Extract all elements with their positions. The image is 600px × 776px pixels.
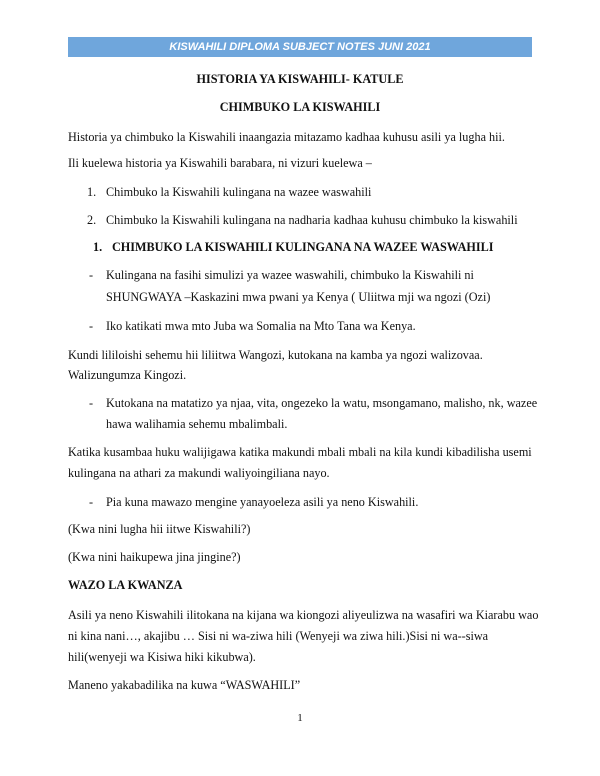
paragraph-maneno: Maneno yakabadilika na kuwa “WASWAHILI” [68, 678, 301, 692]
question-1: (Kwa nini lugha hii iitwe Kiswahili?) [68, 522, 251, 536]
bullet-2: Iko katikati mwa mto Juba wa Somalia na Mto Tana wa Kenya. [106, 319, 416, 333]
document-title: HISTORIA YA KISWAHILI- KATULE [196, 72, 404, 86]
paragraph-katika-line-2: kulingana na athari za makundi waliyoingiliana nayo. [68, 466, 330, 480]
paragraph-asili-line-1: Asili ya neno Kiswahili ilitokana na kijana wa kiongozi aliyeulizwa na wasafiri wa Kiarabu wao [68, 608, 539, 622]
bullet-3-line-2: hawa walihamia sehemu mbalimbali. [106, 417, 288, 431]
list-marker-2: 2. [87, 213, 97, 227]
bullet-4: Pia kuna mawazo mengine yanayoeleza asili ya neno Kiswahili. [106, 495, 419, 509]
bullet-1-line-1: Kulingana na fasihi simulizi ya wazee waswahili, chimbuko la Kiswahili ni [106, 268, 474, 282]
document-subtitle: CHIMBUKO LA KISWAHILI [219, 100, 381, 114]
section-1-heading: CHIMBUKO LA KISWAHILI KULINGANA NA WAZEE WASWAHILI [112, 240, 494, 254]
paragraph-asili-line-2: ni kina nani…, akajibu … Sisi ni wa-ziwa hili (Wenyeji wa ziwa hili.)Sisi ni wa--siwa [68, 629, 489, 643]
paragraph-kundi-line-2: Walizungumza Kingozi. [68, 368, 187, 382]
section-1-marker: 1. [93, 240, 103, 254]
intro-paragraph-1: Historia ya chimbuko la Kiswahili inaangazia mitazamo kadhaa kuhusu asili ya lugha hii. [68, 130, 505, 144]
bullet-marker-4: - [89, 495, 94, 509]
list-item-1: Chimbuko la Kiswahili kulingana na wazee waswahili [106, 185, 372, 199]
bullet-marker-2: - [89, 319, 94, 333]
header-banner: KISWAHILI DIPLOMA SUBJECT NOTES JUNI 2021 [68, 37, 532, 57]
section-wazo-heading: WAZO LA KWANZA [68, 578, 183, 592]
paragraph-katika-line-1: Katika kusambaa huku walijigawa katika makundi mbali mbali na kila kundi kibadilisha usemi [68, 445, 532, 459]
list-item-2: Chimbuko la Kiswahili kulingana na nadharia kadhaa kuhusu chimbuko la kiswahili [106, 213, 518, 227]
paragraph-asili-line-3: hili(wenyeji wa Kisiwa hiki kikubwa). [68, 650, 256, 664]
paragraph-kundi-line-1: Kundi lililoishi sehemu hii liliitwa Wangozi, kutokana na kamba ya ngozi walizovaa. [68, 348, 483, 362]
page-number: 1 [297, 712, 303, 724]
bullet-1-line-2: SHUNGWAYA –Kaskazini mwa pwani ya Kenya ( Uliitwa mji wa ngozi (Ozi) [106, 290, 491, 304]
question-2: (Kwa nini haikupewa jina jingine?) [68, 550, 241, 564]
bullet-marker-1: - [89, 268, 94, 282]
list-marker-1: 1. [87, 185, 97, 199]
bullet-3-line-1: Kutokana na matatizo ya njaa, vita, ongezeko la watu, msongamano, malisho, nk, wazee [106, 396, 538, 410]
bullet-marker-3: - [89, 396, 94, 410]
intro-paragraph-2: Ili kuelewa historia ya Kiswahili barabara, ni vizuri kuelewa – [68, 156, 372, 170]
